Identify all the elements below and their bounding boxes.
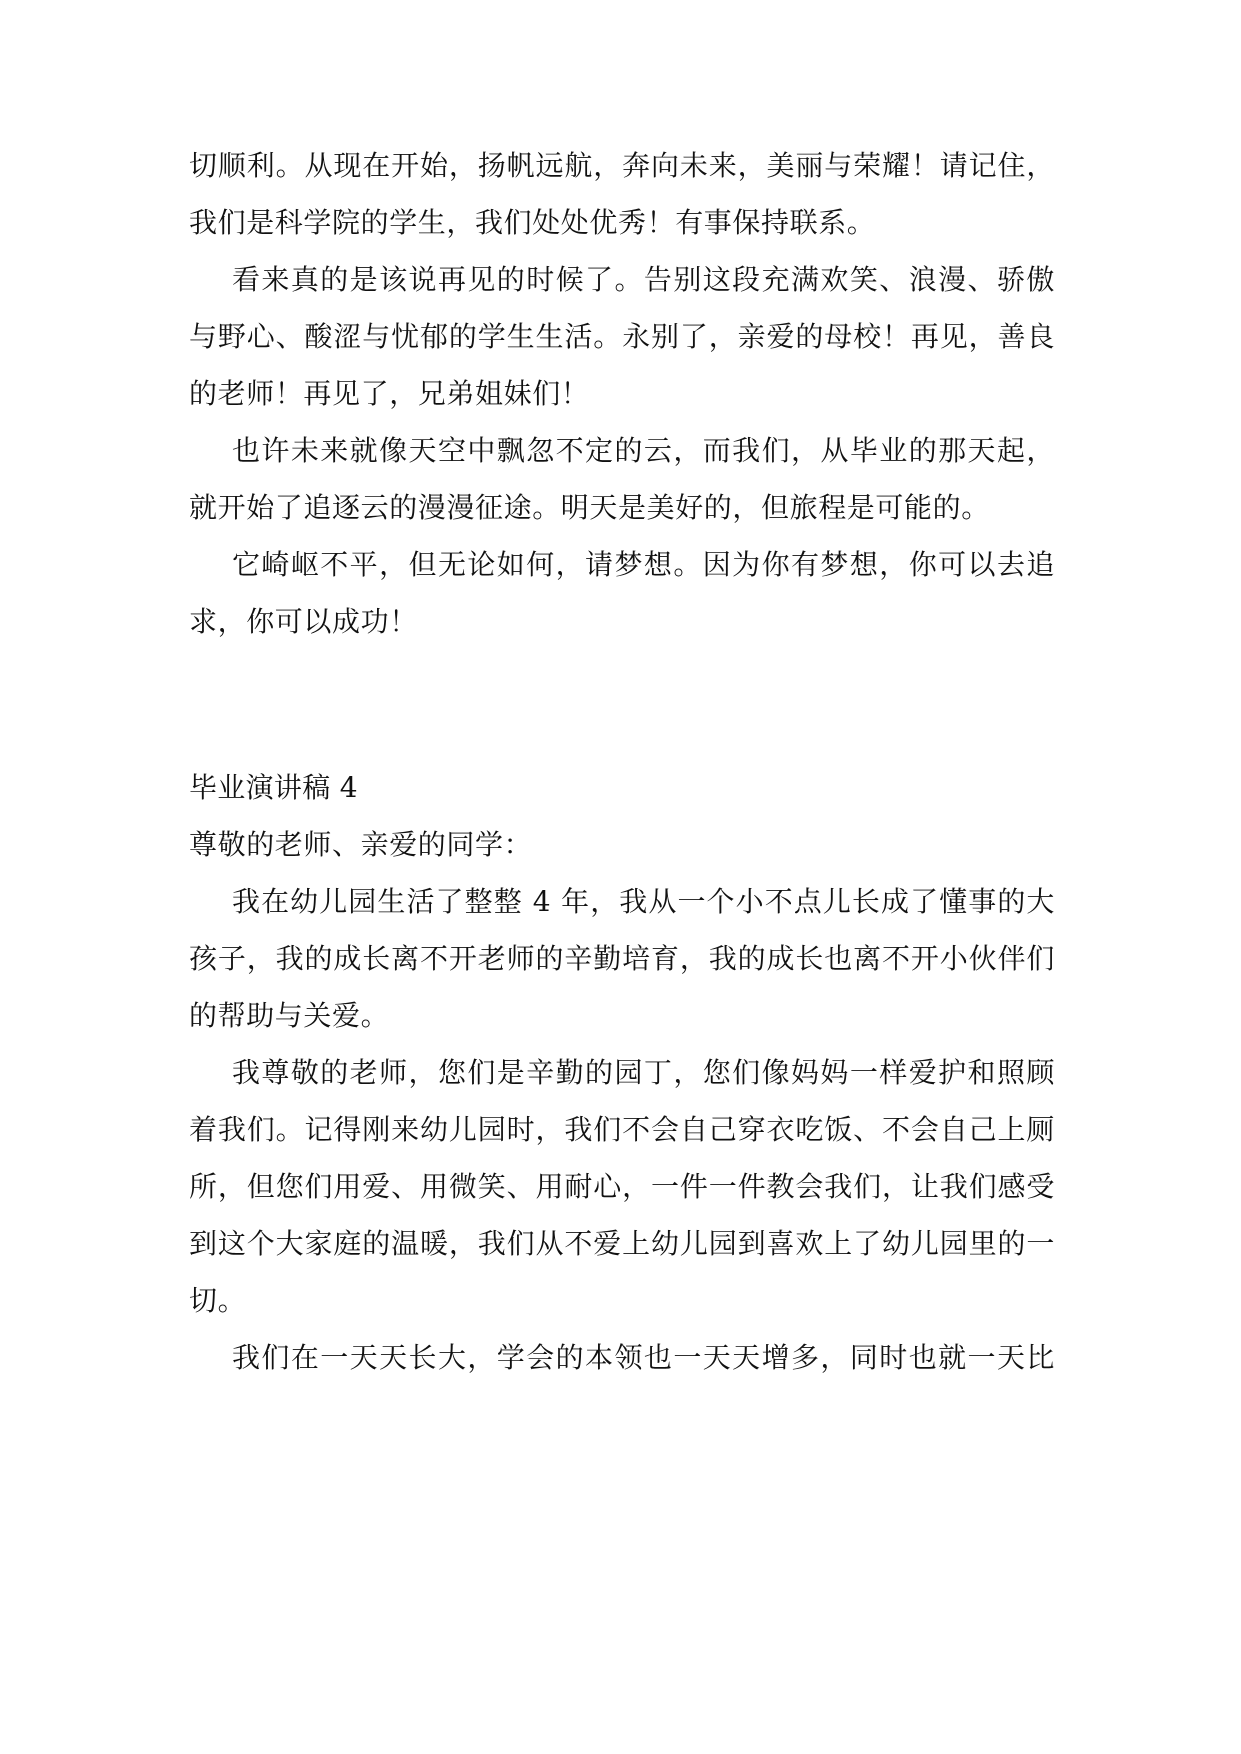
text-line: 我尊敬的老师，您们是辛勤的园丁，您们像妈妈一样爱护和照顾	[232, 1056, 1055, 1089]
text-line: 求，你可以成功！	[189, 605, 418, 638]
text-line: 就开始了追逐云的漫漫征途。明天是美好的，但旅程是可能的。	[189, 491, 990, 524]
text-line: 所，但您们用爱、用微笑、用耐心，一件一件教会我们，让我们感受	[189, 1170, 1055, 1203]
salutation: 尊敬的老师、亲爱的同学：	[189, 828, 533, 861]
text-line: 切顺利。从现在开始，扬帆远航，奔向未来，美丽与荣耀！请记住，	[189, 149, 1055, 182]
text-line: 与野心、酸涩与忧郁的学生生活。永别了，亲爱的母校！再见，善良	[189, 320, 1055, 353]
text-line: 它崎岖不平，但无论如何，请梦想。因为你有梦想，你可以去追	[232, 548, 1055, 581]
text-line: 我在幼儿园生活了整整 4 年，我从一个小不点儿长成了懂事的大	[232, 885, 1055, 918]
text-line: 看来真的是该说再见的时候了。告别这段充满欢笑、浪漫、骄傲	[232, 263, 1055, 296]
text-line: 也许未来就像天空中飘忽不定的云，而我们，从毕业的那天起，	[232, 434, 1055, 467]
text-line: 到这个大家庭的温暖，我们从不爱上幼儿园到喜欢上了幼儿园里的一	[189, 1227, 1055, 1260]
text-line: 我们是科学院的学生，我们处处优秀！有事保持联系。	[189, 206, 876, 239]
text-line: 我们在一天天长大，学会的本领也一天天增多，同时也就一天比	[232, 1341, 1055, 1374]
section-heading: 毕业演讲稿 4	[189, 771, 358, 804]
text-line: 的帮助与关爱。	[189, 999, 390, 1032]
text-line: 着我们。记得刚来幼儿园时，我们不会自己穿衣吃饭、不会自己上厕	[189, 1113, 1055, 1146]
text-line: 的老师！再见了，兄弟姐妹们！	[189, 377, 590, 410]
text-line: 切。	[189, 1284, 247, 1317]
text-line: 孩子，我的成长离不开老师的辛勤培育，我的成长也离不开小伙伴们	[189, 942, 1055, 975]
